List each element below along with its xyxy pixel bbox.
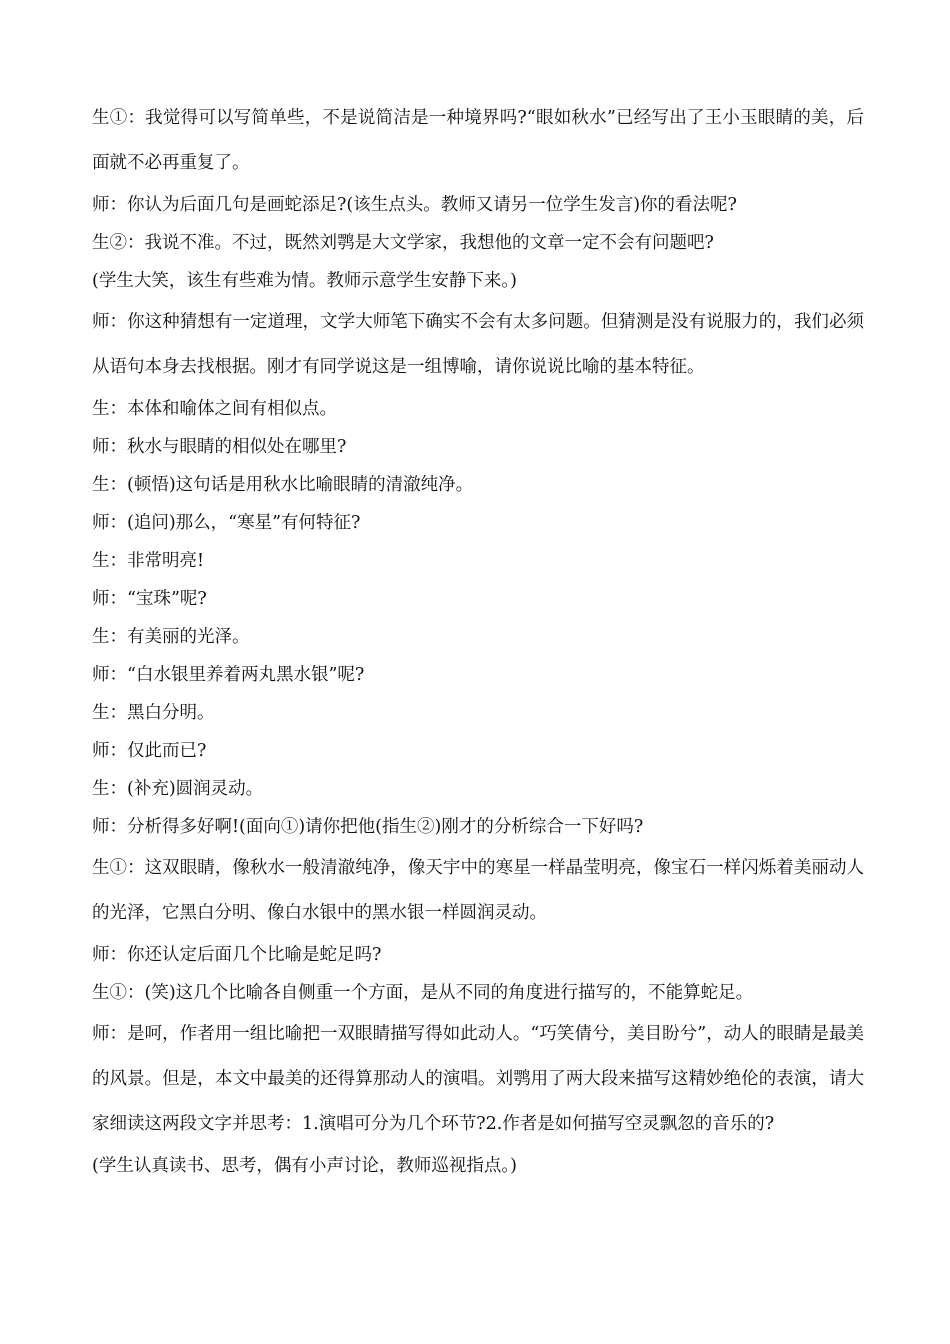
paragraph-student1-summary: 生①：这双眼睛，像秋水一般清澈纯净，像天宇中的寒星一样晶莹明亮，像宝石一样闪烁着美丽动人的光泽，它黑白分明、像白水银中的黑水银一样圆润灵动。 — [92, 858, 864, 923]
paragraph-student-luster: 生：有美丽的光泽。 — [92, 627, 250, 647]
paragraph-student-round-lively: 生：(补充)圆润灵动。 — [92, 779, 264, 799]
paragraph-teacher-mercury: 师：“白水银里养着两丸黑水银”呢? — [92, 665, 365, 685]
paragraph-teacher-still-superfluous: 师：你还认定后面几个比喻是蛇足吗? — [92, 945, 382, 965]
paragraph-teacher-superfluous: 师：你认为后面几句是画蛇添足?(该生点头。教师又请另一位学生发言)你的看法呢? — [92, 195, 737, 215]
paragraph-student1-simplicity: 生①：我觉得可以写简单些，不是说简洁是一种境界吗?“眼如秋水”已经写出了王小玉眼睛的美，后面就不必再重复了。 — [92, 108, 864, 173]
paragraph-stage-direction-reading: (学生认真读书、思考，偶有小声讨论，教师巡视指点。) — [92, 1156, 517, 1176]
paragraph-teacher-metaphor-features: 师：你这种猜想有一定道理，文学大师笔下确实不会有太多问题。但猜测是没有说服力的，我们必须从语句本身去找根据。刚才有同学说这是一组博喻，请你说说比喻的基本特征。 — [92, 312, 864, 377]
paragraph-teacher-singing-questions: 师：是呵，作者用一组比喻把一双眼睛描写得如此动人。“巧笑倩兮，美目盼兮”，动人的眼睛是最美的风景。但是，本文中最美的还得算那动人的演唱。刘鹗用了两大段来描写这精妙绝伦的表演，请大家细读这两段文字并思考：1.演唱可分为几个环节?2.作者是如何描写空灵飘忽的音乐的? — [92, 1024, 864, 1134]
paragraph-teacher-pearl: 师：“宝珠”呢? — [92, 589, 207, 609]
paragraph-student-bright: 生：非常明亮! — [92, 551, 205, 571]
paragraph-teacher-cold-star: 师：(追问)那么，“寒星”有何特征? — [92, 513, 361, 533]
paragraph-student1-not-superfluous: 生①：(笑)这几个比喻各自侧重一个方面，是从不同的角度进行描写的，不能算蛇足。 — [92, 983, 754, 1003]
paragraph-stage-direction-laughter: (学生大笑，该生有些难为情。教师示意学生安静下来。) — [92, 271, 517, 291]
paragraph-student-black-white: 生：黑白分明。 — [92, 703, 215, 723]
paragraph-teacher-only-this: 师：仅此而已? — [92, 741, 207, 761]
paragraph-student2-guess: 生②：我说不准。不过，既然刘鹗是大文学家，我想他的文章一定不会有问题吧? — [92, 233, 714, 253]
paragraph-teacher-autumn-water: 师：秋水与眼睛的相似处在哪里? — [92, 437, 347, 457]
paragraph-student-clarity: 生：(顿悟)这句话是用秋水比喻眼睛的清澈纯净。 — [92, 475, 474, 495]
document-body — [92, 96, 864, 1185]
paragraph-student-similarity: 生：本体和喻体之间有相似点。 — [92, 399, 337, 419]
paragraph-teacher-summarize: 师：分析得多好啊!(面向①)请你把他(指生②)刚才的分析综合一下好吗? — [92, 817, 644, 837]
